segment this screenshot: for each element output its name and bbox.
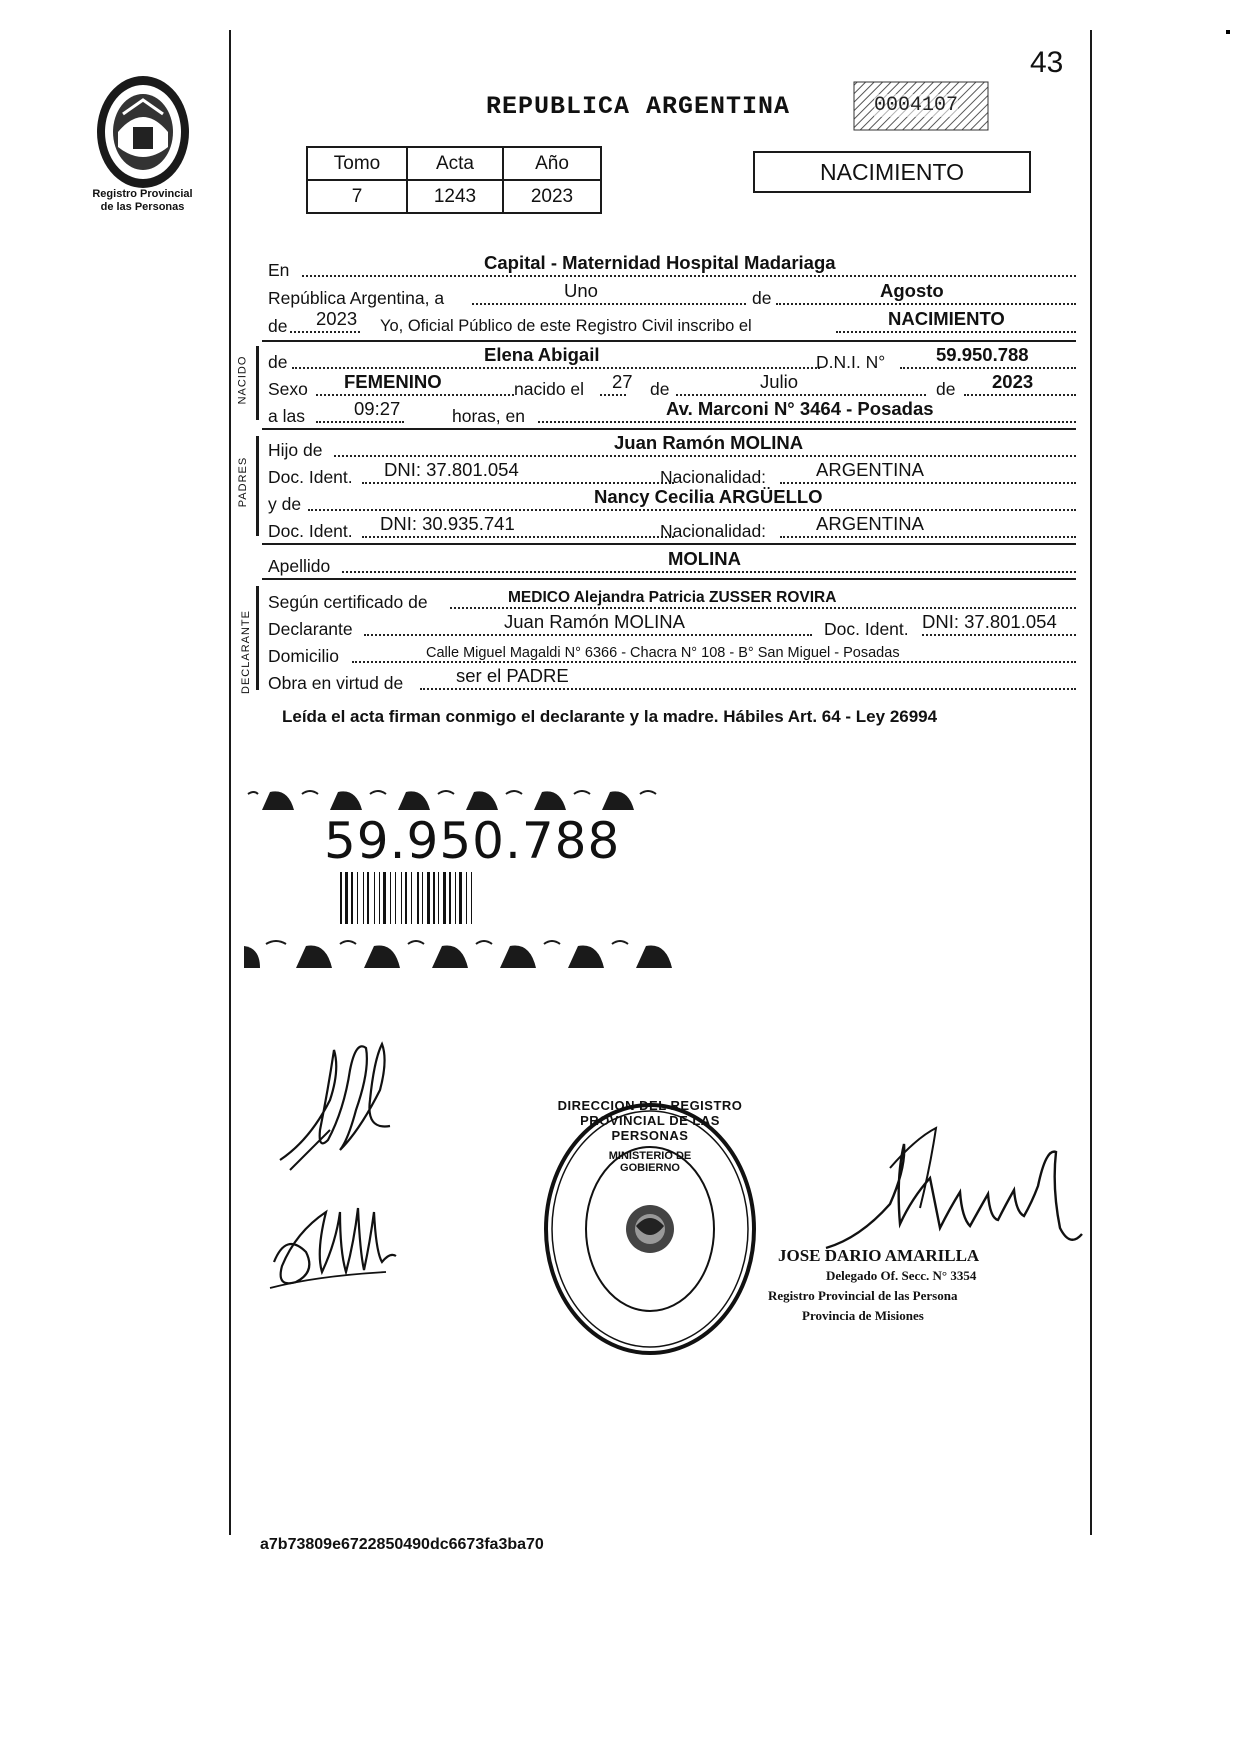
- declarante-side-label: DECLARANTE: [239, 610, 252, 694]
- doc1-label: Doc. Ident.: [268, 467, 353, 487]
- row-certificado: [268, 585, 1076, 611]
- declarant-name-value: Juan Ramón MOLINA: [504, 611, 685, 632]
- birth-month-value: Julio: [760, 371, 799, 392]
- nac1-label: Nacionalidad:: [660, 467, 767, 487]
- birth-year-value: 2023: [992, 371, 1034, 392]
- row-padre: [268, 433, 1076, 459]
- row-domicilio: [268, 639, 1076, 665]
- certifier-value: MEDICO Alejandra Patricia ZUSSER ROVIRA: [508, 589, 837, 606]
- padres-bracket: [256, 436, 259, 536]
- de3-label: de: [650, 379, 670, 399]
- inscribo-value: NACIMIENTO: [888, 308, 1005, 329]
- record-type-box: NACIMIENTO: [753, 151, 1031, 193]
- doc2-label: Doc. Ident.: [268, 521, 353, 541]
- obra-label: Obra en virtud de: [268, 673, 404, 693]
- row-nombre: [268, 345, 1076, 371]
- nombre-label: de: [268, 352, 288, 372]
- father-name-value: Juan Ramón MOLINA: [614, 432, 804, 453]
- dotted-line: [922, 634, 1076, 636]
- row-madre: [268, 487, 1076, 513]
- decl-label: Declarante: [268, 619, 353, 639]
- surname-value: MOLINA: [668, 548, 741, 569]
- security-number: 59.950.788: [324, 812, 621, 870]
- tomo-value: 7: [307, 180, 407, 213]
- section-divider: [262, 578, 1076, 580]
- nac2-label: Nacionalidad:: [660, 521, 767, 541]
- dni-label: D.N.I. N°: [816, 352, 886, 372]
- row-madre-doc: [268, 514, 1076, 540]
- legal-text: Leída el acta firman conmigo el declarante y la madre. Hábiles Art. 64 - Ley 26994: [282, 707, 938, 726]
- birth-place-value: Capital - Maternidad Hospital Madariaga: [484, 252, 836, 273]
- row-padre-doc: [268, 460, 1076, 486]
- nacido-bracket: [256, 346, 259, 420]
- row-declarante: [268, 612, 1076, 638]
- child-name-value: Elena Abigail: [484, 344, 600, 365]
- child-dni-value: 59.950.788: [936, 344, 1029, 365]
- row-en: [268, 253, 1076, 279]
- padres-side-label: PADRES: [237, 456, 250, 508]
- serial-number: 0004107: [874, 94, 959, 117]
- en-label: En: [268, 260, 290, 280]
- record-header-row: [307, 147, 601, 180]
- mother-nationality-value: ARGENTINA: [816, 513, 924, 534]
- hijo-label: Hijo de: [268, 440, 323, 460]
- horas-label: horas, en: [452, 406, 525, 426]
- alas-label: a las: [268, 406, 305, 426]
- right-margin-line: [1090, 30, 1092, 1535]
- acta-header: Acta: [407, 147, 503, 180]
- record-value-row: [307, 180, 601, 213]
- page-number: 43: [1030, 46, 1064, 79]
- province-logo: [88, 72, 198, 192]
- section-divider: [262, 543, 1076, 545]
- corner-mark: [1226, 30, 1230, 34]
- year-value: 2023: [316, 308, 358, 329]
- seal-inner-text: MINISTERIO DE GOBIERNO: [608, 1150, 692, 1174]
- signer-office: Registro Provincial de las Persona: [768, 1288, 958, 1303]
- official-seal: [540, 1098, 760, 1365]
- signature-mother: [266, 1192, 406, 1307]
- month-value: Agosto: [880, 280, 944, 301]
- decl-doc-label: Doc. Ident.: [824, 619, 909, 639]
- birth-day-value: 27: [612, 371, 633, 392]
- row-apellido: [268, 549, 1076, 575]
- sexo-label: Sexo: [268, 379, 308, 399]
- father-nationality-value: ARGENTINA: [816, 459, 924, 480]
- declarant-role-value: ser el PADRE: [456, 665, 569, 686]
- address-value: Calle Miguel Magaldi N° 6366 - Chacra N° 108 - B° San Miguel - Posadas: [426, 645, 900, 661]
- seal-outer-text: DIRECCION DEL REGISTRO PROVINCIAL DE LAS PERSONAS: [557, 1098, 743, 1143]
- signer-province: Provincia de Misiones: [802, 1308, 924, 1323]
- row-republica: [268, 281, 1076, 307]
- row-sexo: [268, 372, 1076, 398]
- dom-label: Domicilio: [268, 646, 339, 666]
- cert-label: Según certificado de: [268, 592, 428, 612]
- yo-text: Yo, Oficial Público de este Registro Civil inscribo el: [380, 317, 752, 335]
- republica-label: República Argentina, a: [268, 288, 445, 308]
- security-pattern-bottom: [244, 934, 684, 975]
- row-hora: [268, 399, 1076, 425]
- mother-name-value: Nancy Cecilia ARGÜELLO: [594, 486, 823, 507]
- document-title: REPUBLICA ARGENTINA: [486, 92, 791, 121]
- acta-value: 1243: [407, 180, 503, 213]
- declarante-bracket: [256, 586, 259, 690]
- apellido-label: Apellido: [268, 556, 331, 576]
- de2-label: de: [268, 316, 288, 336]
- signer-name: JOSE DARIO AMARILLA: [778, 1246, 980, 1265]
- de-label: de: [752, 288, 772, 308]
- mother-doc-value: DNI: 30.935.741: [380, 513, 515, 534]
- father-doc-value: DNI: 37.801.054: [384, 459, 519, 480]
- nacido-label: nacido el: [514, 379, 585, 399]
- birth-time-value: 09:27: [354, 398, 401, 419]
- record-table: [306, 146, 602, 214]
- barcode: [340, 872, 566, 929]
- row-inscripcion: [268, 309, 1076, 335]
- declarant-doc-value: DNI: 37.801.054: [922, 611, 1057, 632]
- anio-value: 2023: [503, 180, 601, 213]
- tomo-header: Tomo: [307, 147, 407, 180]
- yde-label: y de: [268, 494, 302, 514]
- signature-declarant: [270, 1030, 410, 1185]
- day-value: Uno: [564, 280, 598, 301]
- de4-label: de: [936, 379, 956, 399]
- left-margin-line: [229, 30, 231, 1535]
- signer-role: Delegado Of. Secc. N° 3354: [826, 1268, 977, 1283]
- sex-value: FEMENINO: [344, 371, 442, 392]
- dotted-line: [472, 303, 746, 305]
- logo-caption: [60, 188, 225, 214]
- serial-stamp: [852, 78, 992, 134]
- signer-block: [768, 1246, 979, 1326]
- logo-caption-line2: de las Personas: [100, 201, 185, 213]
- logo-caption-line1: Registro Provincial: [92, 188, 193, 200]
- birth-address-value: Av. Marconi N° 3464 - Posadas: [666, 398, 934, 419]
- document-hash: a7b73809e6722850490dc6673fa3ba70: [260, 1536, 544, 1553]
- nacido-side-label: NACIDO: [236, 355, 249, 405]
- anio-header: Año: [503, 147, 601, 180]
- row-obra: [268, 666, 1076, 692]
